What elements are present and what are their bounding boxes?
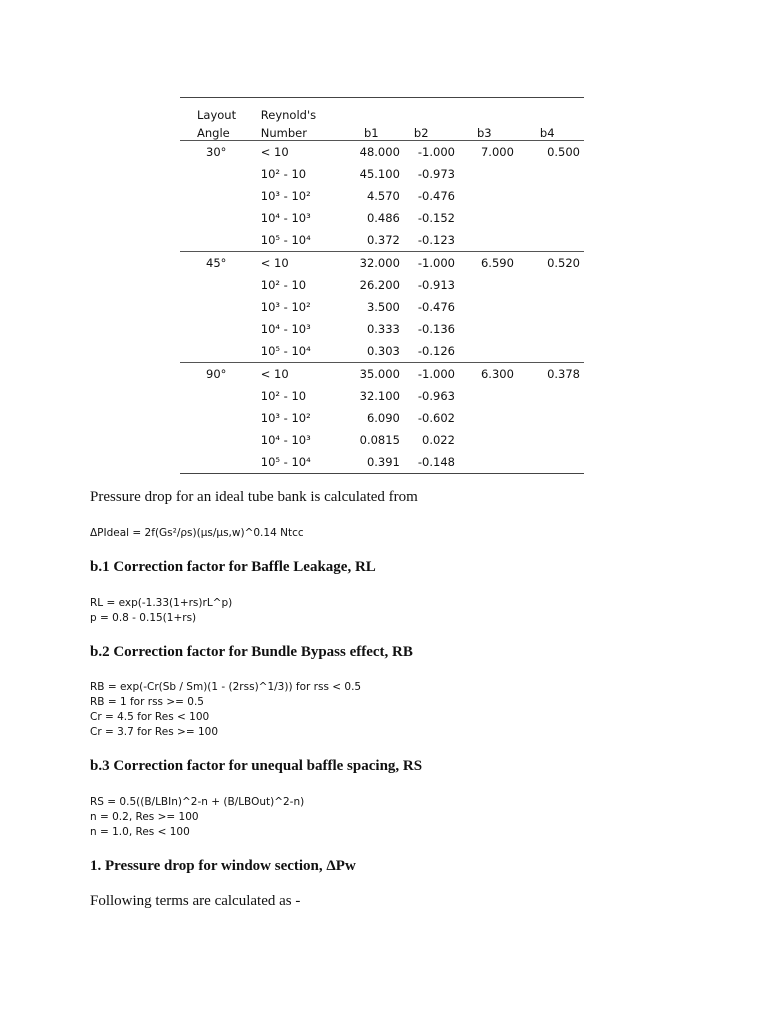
b1-cell: 45.100 <box>359 167 400 181</box>
header-b4: b4 <box>514 122 584 141</box>
table-row <box>180 340 584 363</box>
angle-cell: 90° <box>206 367 227 381</box>
b1-cell: 6.090 <box>366 411 400 425</box>
b3-cell <box>455 385 514 407</box>
b1-cell: 48.000 <box>359 145 400 159</box>
ideal-intro-paragraph: Pressure drop for an ideal tube bank is calculated from <box>90 489 418 505</box>
b4-cell <box>514 296 584 318</box>
table-row <box>180 451 584 474</box>
table-row <box>180 207 584 229</box>
reynolds-cell: 10³ - 10² <box>260 300 311 314</box>
b2-cell: -1.000 <box>417 256 455 270</box>
b4-cell <box>514 185 584 207</box>
b2-cell: -0.126 <box>417 344 455 358</box>
b2-cell: -1.000 <box>417 145 455 159</box>
b3-cell: 7.000 <box>480 145 514 159</box>
table-row <box>180 296 584 318</box>
b4-cell <box>514 163 584 185</box>
b1-cell: 0.333 <box>366 322 400 336</box>
b4-cell <box>514 451 584 474</box>
table-row <box>180 429 584 451</box>
table-group-30 <box>180 141 584 252</box>
ideal-equation: ΔPIdeal = 2f(Gs²/ρs)(μs/μs,w)^0.14 Ntcc <box>90 527 304 539</box>
b1-equations <box>90 596 232 626</box>
b1-cell: 32.100 <box>359 389 400 403</box>
b3-cell <box>455 451 514 474</box>
b1-cell: 0.391 <box>366 455 400 469</box>
reynolds-cell: < 10 <box>260 256 289 270</box>
reynolds-cell: 10³ - 10² <box>260 411 311 425</box>
b3-cell <box>455 207 514 229</box>
b3-equation-2: n = 0.2, Res >= 100 <box>90 811 199 823</box>
b2-cell: -0.602 <box>417 411 455 425</box>
reynolds-cell: < 10 <box>260 367 289 381</box>
b4-cell <box>514 407 584 429</box>
b4-cell <box>514 429 584 451</box>
b4-cell: 0.500 <box>547 145 580 159</box>
table-row <box>180 363 584 386</box>
b3-cell <box>455 296 514 318</box>
b2-cell: -0.136 <box>417 322 455 336</box>
b1-equation-1: RL = exp(-1.33(1+rs)rL^p) <box>90 597 233 609</box>
table-group-45 <box>180 252 584 363</box>
b3-cell <box>455 318 514 340</box>
b4-cell <box>514 274 584 296</box>
b2-cell: -0.963 <box>417 389 455 403</box>
b2-cell: -0.123 <box>417 233 455 247</box>
b3-cell <box>455 429 514 451</box>
header-b2: b2 <box>400 122 455 141</box>
table-row <box>180 229 584 252</box>
reynolds-cell: 10⁴ - 10³ <box>260 211 311 225</box>
header-re-line1: Reynold's <box>260 108 317 122</box>
b4-cell <box>514 318 584 340</box>
b2-cell: -1.000 <box>417 367 455 381</box>
table-row <box>180 407 584 429</box>
b3-cell: 6.300 <box>480 367 514 381</box>
b3-cell <box>455 340 514 363</box>
b1-cell: 0.0815 <box>359 433 400 447</box>
table-row <box>180 274 584 296</box>
table-row <box>180 385 584 407</box>
header-angle-line1: Layout <box>197 108 237 122</box>
b1-equation-2: p = 0.8 - 0.15(1+rs) <box>90 612 197 624</box>
header-re-line2: Number <box>261 122 334 141</box>
b3-cell <box>455 163 514 185</box>
reynolds-cell: 10⁵ - 10⁴ <box>260 344 311 358</box>
b1-cell: 3.500 <box>366 300 400 314</box>
b3-equation-3: n = 1.0, Res < 100 <box>90 826 190 838</box>
table-group-90 <box>180 363 584 474</box>
angle-cell: 45° <box>206 256 227 270</box>
b4-cell <box>514 207 584 229</box>
b1-cell: 32.000 <box>359 256 400 270</box>
header-b3: b3 <box>455 122 514 141</box>
angle-cell: 30° <box>206 145 227 159</box>
table-header-row-2 <box>180 122 584 141</box>
b2-cell: -0.148 <box>417 455 455 469</box>
reynolds-cell: 10⁴ - 10³ <box>260 322 311 336</box>
window-section-heading: 1. Pressure drop for window section, ΔPw <box>90 858 356 874</box>
reynolds-cell: 10² - 10 <box>260 278 307 292</box>
reynolds-cell: 10⁵ - 10⁴ <box>260 233 311 247</box>
b2-heading: b.2 Correction factor for Bundle Bypass effect, RB <box>90 644 413 660</box>
b2-cell: -0.152 <box>417 211 455 225</box>
b2-equation-2: RB = 1 for rss >= 0.5 <box>90 696 204 708</box>
b3-heading: b.3 Correction factor for unequal baffle spacing, RS <box>90 758 423 774</box>
reynolds-cell: 10³ - 10² <box>260 189 311 203</box>
b3-cell <box>455 229 514 252</box>
reynolds-cell: 10⁴ - 10³ <box>260 433 311 447</box>
reynolds-cell: < 10 <box>260 145 289 159</box>
b3-cell: 6.590 <box>480 256 514 270</box>
b1-cell: 0.372 <box>366 233 400 247</box>
table-row <box>180 185 584 207</box>
b3-equations <box>90 795 304 840</box>
b2-equation-4: Cr = 3.7 for Res >= 100 <box>90 726 218 738</box>
b1-cell: 4.570 <box>366 189 400 203</box>
reynolds-cell: 10² - 10 <box>260 389 307 403</box>
b1-cell: 26.200 <box>359 278 400 292</box>
b2-equations <box>90 680 361 740</box>
b2-equation-1: RB = exp(-Cr(Sb / Sm)(1 - (2rss)^1/3)) for rss < 0.5 <box>90 681 362 693</box>
b3-cell <box>455 274 514 296</box>
window-intro-paragraph: Following terms are calculated as - <box>90 893 301 909</box>
b2-cell: -0.913 <box>417 278 455 292</box>
table-header-row-1 <box>180 98 584 123</box>
b2-cell: -0.476 <box>417 300 455 314</box>
table-row <box>180 141 584 164</box>
b2-cell: 0.022 <box>422 433 455 447</box>
header-b1: b1 <box>334 122 400 141</box>
correlation-coefficient-table <box>180 97 584 474</box>
b3-equation-1: RS = 0.5((B/LBIn)^2-n + (B/LBOut)^2-n) <box>90 796 305 808</box>
b4-cell <box>514 385 584 407</box>
b1-cell: 0.486 <box>366 211 400 225</box>
header-angle-line2: Angle <box>180 122 261 141</box>
b1-cell: 35.000 <box>359 367 400 381</box>
b4-cell: 0.520 <box>547 256 580 270</box>
table-row <box>180 252 584 275</box>
b4-cell <box>514 229 584 252</box>
reynolds-cell: 10² - 10 <box>260 167 307 181</box>
b3-cell <box>455 407 514 429</box>
b2-cell: -0.973 <box>417 167 455 181</box>
b4-cell <box>514 340 584 363</box>
reynolds-cell: 10⁵ - 10⁴ <box>260 455 311 469</box>
b2-equation-3: Cr = 4.5 for Res < 100 <box>90 711 210 723</box>
table-row <box>180 163 584 185</box>
b1-cell: 0.303 <box>366 344 400 358</box>
table-row <box>180 318 584 340</box>
b1-heading: b.1 Correction factor for Baffle Leakage, RL <box>90 559 376 575</box>
b2-cell: -0.476 <box>417 189 455 203</box>
b4-cell: 0.378 <box>547 367 580 381</box>
b3-cell <box>455 185 514 207</box>
